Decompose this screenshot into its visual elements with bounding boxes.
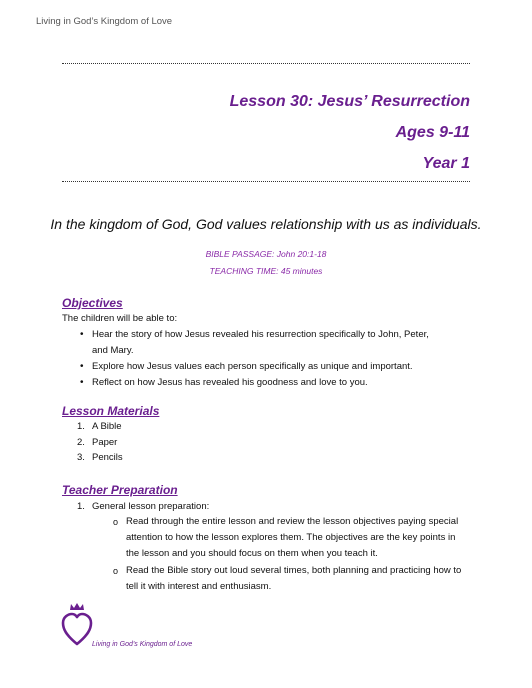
- crown-heart-logo-icon: [60, 602, 94, 652]
- lesson-title: Lesson 30: Jesus’ Resurrection: [229, 93, 470, 110]
- preparation-list: [77, 499, 472, 515]
- preparation-heading: Teacher Preparation: [62, 483, 178, 497]
- bullet-icon: •: [80, 360, 84, 372]
- list-item: • Explore how Jesus values each person specifically as unique and important.: [92, 359, 432, 375]
- list-item: o Read the Bible story out loud several times, both planning and practicing how to tell it with interest and enthusiasm.: [113, 564, 462, 592]
- bullet-icon: •: [80, 376, 84, 388]
- materials-heading: Lesson Materials: [62, 404, 160, 418]
- list-item: 1. General lesson preparation:: [77, 501, 210, 512]
- footer-text: Living in God’s Kingdom of Love: [92, 641, 193, 648]
- list-item: o Read through the entire lesson and review the lesson objectives paying special attention to how the lesson explores them. The objectives are the key points in the lesson and you should focus on them when you teach it.: [113, 516, 459, 559]
- list-item: 2. Paper: [77, 436, 118, 448]
- running-header: Living in God’s Kingdom of Love: [36, 16, 173, 27]
- preparation-sub-list: [113, 514, 464, 595]
- objectives-list: [80, 327, 432, 391]
- bible-passage: BIBLE PASSAGE: John 20:1-18: [205, 249, 327, 259]
- list-item: • Hear the story of how Jesus revealed his resurrection specifically to John, Peter, and Mary.: [80, 329, 429, 356]
- lesson-title-block: [230, 86, 470, 179]
- top-divider: [62, 63, 470, 64]
- circle-bullet-icon: o: [113, 565, 119, 576]
- list-item: 1. A Bible: [77, 421, 122, 432]
- theme-statement: In the kingdom of God, God values relationship with us as individuals.: [50, 216, 482, 232]
- list-item: • Reflect on how Jesus has revealed his goodness and love to you.: [92, 375, 432, 391]
- year-label: Year 1: [422, 155, 470, 172]
- age-range: Ages 9-11: [395, 124, 470, 141]
- teaching-time: TEACHING TIME: 45 minutes: [209, 266, 323, 276]
- circle-bullet-icon: o: [113, 517, 119, 527]
- list-item: 3. Pencils: [77, 452, 123, 463]
- bullet-icon: •: [80, 329, 84, 340]
- objectives-intro: The children will be able to:: [62, 313, 178, 324]
- materials-list: [77, 419, 472, 466]
- title-divider: [62, 181, 470, 182]
- objectives-heading: Objectives: [62, 296, 123, 310]
